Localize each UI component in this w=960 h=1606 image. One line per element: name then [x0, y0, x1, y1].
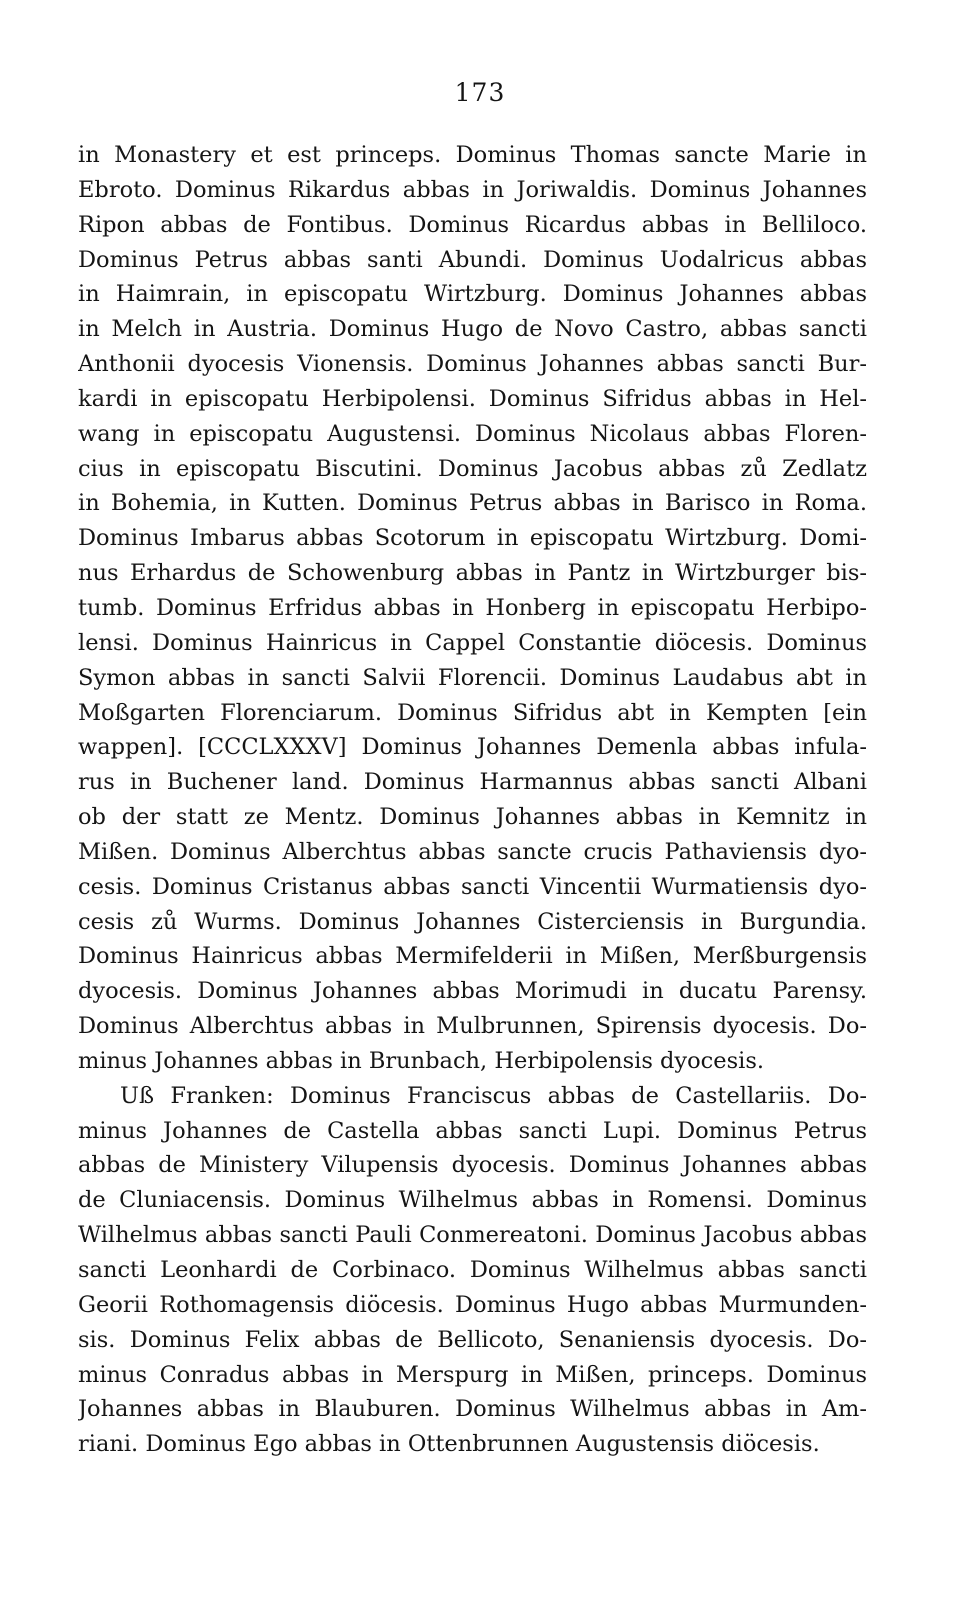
text-line: de Cluniacensis. Dominus Wilhelmus abbas in Romensi. Dominus [78, 1187, 867, 1214]
text-line: Ebroto. Dominus Rikardus abbas in Joriwaldis. Dominus Johannes [78, 176, 867, 203]
text-line: Dominus Hainricus abbas Mermifelderii in Mißen, Merßburgensis [78, 943, 867, 970]
text-line: in Haimrain, in episcopatu Wirtzburg. Dominus Johannes abbas [78, 281, 867, 308]
text-line: wappen]. [CCCLXXXV] Dominus Johannes Demenla abbas infula- [78, 734, 867, 761]
text-line: in Melch in Austria. Dominus Hugo de Novo Castro, abbas sancti [78, 316, 867, 343]
text-line: Uß Franken: Dominus Franciscus abbas de Castellariis. Do- [120, 1082, 867, 1109]
text-line: nus Erhardus de Schowenburg abbas in Pantz in Wirtzburger bis- [78, 560, 867, 587]
text-line: dyocesis. Dominus Johannes abbas Morimudi in ducatu Parensy. [78, 978, 867, 1005]
text-line: riani. Dominus Ego abbas in Ottenbrunnen Augustensis diöcesis. [78, 1431, 820, 1458]
page-number: 173 [454, 78, 506, 107]
text-line: Johannes abbas in Blauburen. Dominus Wilhelmus abbas in Am- [78, 1396, 867, 1423]
text-line: Moßgarten Florenciarum. Dominus Sifridus abt in Kempten [ein [78, 699, 867, 726]
text-line: Symon abbas in sancti Salvii Florencii. Dominus Laudabus abt in [78, 664, 867, 691]
text-line: Georii Rothomagensis diöcesis. Dominus Hugo abbas Murmunden- [78, 1291, 867, 1318]
text-line: sancti Leonhardi de Corbinaco. Dominus Wilhelmus abbas sancti [78, 1257, 867, 1283]
text-line: sis. Dominus Felix abbas de Bellicoto, Senaniensis dyocesis. Do- [78, 1326, 867, 1353]
text-line: abbas de Ministery Vilupensis dyocesis. Dominus Johannes abbas [78, 1152, 867, 1179]
text-line: Mißen. Dominus Alberchtus abbas sancte crucis Pathaviensis dyo- [78, 838, 867, 865]
text-line: rus in Buchener land. Dominus Harmannus abbas sancti Albani [78, 769, 867, 796]
text-line: Anthonii dyocesis Vionensis. Dominus Johannes abbas sancti Bur- [78, 351, 867, 378]
text-line: Dominus Alberchtus abbas in Mulbrunnen, Spirensis dyocesis. Do- [78, 1013, 867, 1040]
text-line: kardi in episcopatu Herbipolensi. Dominus Sifridus abbas in Hel- [78, 385, 867, 412]
body-text [78, 138, 867, 1462]
text-line: in Bohemia, in Kutten. Dominus Petrus abbas in Barisco in Roma. [78, 490, 867, 517]
text-line: minus Johannes abbas in Brunbach, Herbipolensis dyocesis. [78, 1047, 765, 1074]
text-line: lensi. Dominus Hainricus in Cappel Constantie diöcesis. Dominus [78, 629, 867, 656]
text-line: Dominus Petrus abbas santi Abundi. Dominus Uodalricus abbas [78, 246, 867, 273]
text-line: tumb. Dominus Erfridus abbas in Honberg in episcopatu Herbipo- [78, 594, 867, 621]
text-line: minus Johannes de Castella abbas sancti Lupi. Dominus Petrus [78, 1117, 867, 1144]
text-line: in Monastery et est princeps. Dominus Thomas sancte Marie in [78, 142, 867, 168]
text-line: Dominus Imbarus abbas Scotorum in episcopatu Wirtzburg. Domi- [78, 525, 867, 552]
text-line: cesis. Dominus Cristanus abbas sancti Vincentii Wurmatiensis dyo- [78, 873, 867, 900]
text-line: ob der statt ze Mentz. Dominus Johannes abbas in Kemnitz in [78, 804, 867, 831]
text-line: cesis zů Wurms. Dominus Johannes Cisterciensis in Burgundia. [78, 908, 867, 935]
text-line: cius in episcopatu Biscutini. Dominus Jacobus abbas zů Zedlatz [78, 455, 867, 482]
text-line: Wilhelmus abbas sancti Pauli Conmereatoni. Dominus Jacobus abbas [78, 1222, 867, 1249]
text-line: wang in episcopatu Augustensi. Dominus Nicolaus abbas Floren- [78, 420, 867, 447]
text-line: Ripon abbas de Fontibus. Dominus Ricardus abbas in Belliloco. [78, 211, 867, 238]
text-line: minus Conradus abbas in Merspurg in Mißen, princeps. Dominus [78, 1361, 867, 1388]
